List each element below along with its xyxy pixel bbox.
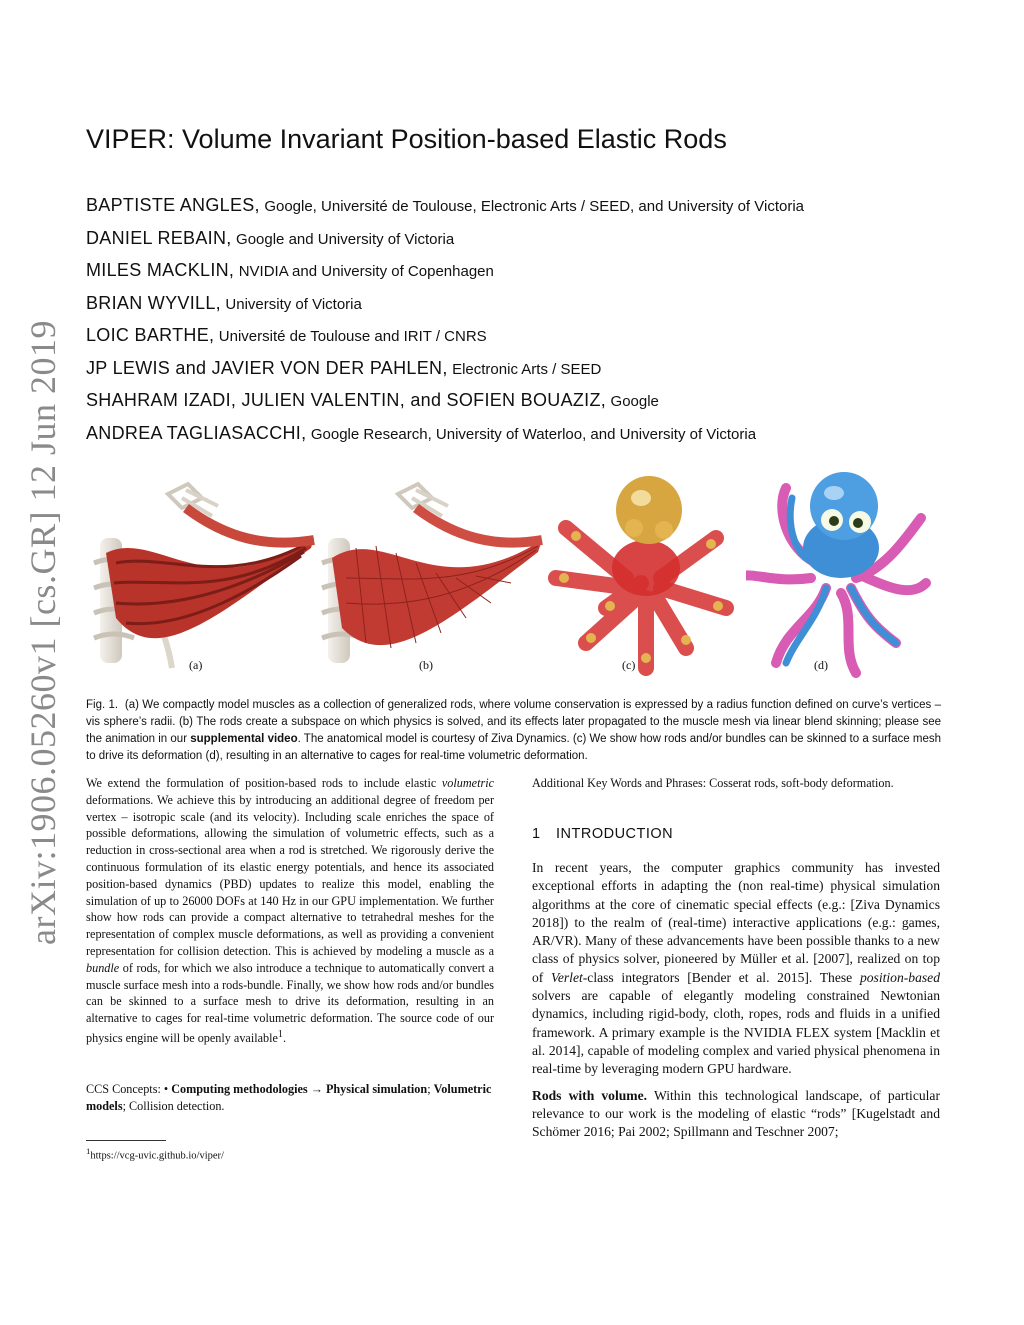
- caption-text-end: . The anatomical model is courtesy of Ziva Dynamics. (c) We show how rods and/or bundles can be skinned to a surface mesh to drive its deformation (d), resulting in an alternative to cages for real-time volumetric deformation.: [86, 733, 941, 762]
- intro-text: solvers are capable of elegantly modeling constrained Newtonian dynamics, including rigid-body, cloth, ropes, rods and fluids in a unified framework. A primary example is the NVIDIA FLEX system [Macklin et al. 2014], capable of modeling complex and varied physical phenomena in real-time by leveraging modern GPU hardware.: [532, 988, 940, 1077]
- author-line: [86, 195, 966, 228]
- author-affiliation: Electronic Arts / SEED: [452, 360, 602, 378]
- author-names: SHAHRAM IZADI, JULIEN VALENTIN, and SOFIEN BOUAZIZ,: [86, 390, 607, 410]
- arxiv-identifier-text: arXiv:1906.05260v1 [cs.GR] 12 Jun 2019: [23, 320, 63, 945]
- author-affiliation: NVIDIA and University of Copenhagen: [238, 263, 494, 280]
- footnote-rule: [86, 1140, 166, 1141]
- ccs-concepts: [86, 1081, 494, 1115]
- panel-label-a: (a): [189, 658, 203, 672]
- author-names: BRIAN WYVILL,: [86, 292, 221, 313]
- footnote-number: 1: [86, 1146, 91, 1156]
- octopus-mesh: [746, 472, 926, 673]
- abstract-text: deformations. We achieve this by introducing an additional degree of freedom per vertex – isotropic scale (and its velocity). Including scale enriches the space of possible deformations, allowing the simulation of volumetric effects, such as a reduction in cross-sectional area when a rod is stretched. We rigorously derive the continuous formulation of its elastic energy potentials, and hence its associated position-based dynamics (PBD) updates to realize this model, enabling the simulation of up to 26000 DOFs at 140 Hz in our GPU implementation. We further show how rods can provide a compact alternative to tetrahedral meshes for the representation of complex muscle deformations, as well as providing a convenient representation for collision detection. This is achieved by modeling a muscle as a: [86, 792, 494, 958]
- ccs-label: CCS Concepts: •: [86, 1082, 169, 1096]
- author-names: DANIEL REBAIN,: [86, 227, 232, 248]
- author-line: [86, 325, 966, 358]
- author-affiliation: Google: [610, 393, 659, 410]
- section-title: INTRODUCTION: [556, 826, 674, 842]
- muscle-rods: [106, 508, 314, 638]
- panel-label-b: (b): [419, 658, 433, 672]
- author-names: BAPTISTE ANGLES,: [86, 195, 260, 215]
- footnote-marker: 1: [277, 1028, 283, 1040]
- paper-title: VIPER: Volume Invariant Position-based Elastic Rods: [86, 124, 727, 154]
- paragraph-heading: Rods with volume.: [532, 1087, 648, 1103]
- section-heading: [532, 826, 673, 842]
- caption-text: (a) We compactly model muscles as a collection of generalized rods, where volume conservation is expressed by a radius function defined on curve’s vertices – vis sphere’s radii. (b) The rods create a subspace on which physics is solved, and its effects later propagated to the muscle mesh via linear blend skinning; please see the animation in our: [86, 699, 941, 745]
- intro-text: In recent years, the computer graphics community has invested exceptional efforts in adapting the (non real-time) physical simulation algorithms at the core of cinematic special effects (e.g.: [Ziva Dynamics 2018]) to the realm of (real-time) interactive applications (e.g.: games, AR/VR). Many of these advancements have been possible thanks to a new class of physics solver, pioneered by Müller et al. [2007], realized on top of: [532, 860, 940, 985]
- abstract: [86, 775, 494, 1047]
- intro-text: Within this technological landscape, of particular relevance to our work is the modeling of elastic “rods” [Kugelstadt and Schömer 2016; Pai 2002; Spillmann and Teschner 2007;: [532, 1087, 940, 1140]
- author-affiliation: Google, Université de Toulouse, Electronic Arts / SEED, and University of Victoria: [264, 198, 805, 215]
- ccs-separator: ;: [427, 1082, 431, 1096]
- author-names: JP LEWIS and JAVIER VON DER PAHLEN,: [86, 357, 448, 378]
- abstract-italic: bundle: [86, 960, 120, 975]
- author-line: [86, 423, 966, 456]
- figure-panel-d: [746, 468, 946, 678]
- author-affiliation: University of Victoria: [225, 295, 362, 313]
- ccs-term: Physical simulation: [325, 1082, 428, 1096]
- author-line: [86, 390, 966, 423]
- panel-label-d: (d): [814, 658, 828, 672]
- abstract-text: We extend the formulation of position-based rods to include elastic: [86, 776, 437, 790]
- author-names: MILES MACKLIN,: [86, 260, 235, 280]
- author-affiliation: Google Research, University of Waterloo, and University of Victoria: [310, 425, 757, 443]
- teaser-figure: [86, 468, 946, 678]
- ccs-term: Volumetric models: [86, 1082, 492, 1113]
- caption-lead: Fig. 1.: [86, 699, 119, 711]
- paragraph: [532, 859, 940, 1079]
- figure-panel-c: [546, 468, 746, 678]
- author-line: [86, 228, 966, 261]
- introduction-body: [532, 859, 940, 1149]
- figure-caption: [86, 697, 941, 765]
- author-names: LOIC BARTHE,: [86, 325, 215, 345]
- keywords: Additional Key Words and Phrases: Cosserat rods, soft-body deformation.: [532, 776, 894, 790]
- abstract-text: of rods, for which we also introduce a technique to automatically convert a muscle surface mesh into a rods-bundle. Finally, we show how rods and/or bundles can be skinned to a surface mesh to drive its deformation, resulting in an alternative to cages for real-time volumetric deformation. The source code of our physics engine will be openly available: [86, 960, 494, 1046]
- author-affiliation: Université de Toulouse and IRIT / CNRS: [218, 328, 487, 345]
- intro-italic: Verlet: [551, 969, 583, 985]
- author-affiliation: Google and University of Victoria: [236, 230, 455, 248]
- section-number: 1: [532, 826, 541, 842]
- author-line: [86, 293, 966, 326]
- octopus-rods: [556, 476, 726, 668]
- author-line: [86, 358, 966, 391]
- ccs-term: Computing methodologies: [171, 1082, 308, 1096]
- panel-label-c: (c): [622, 658, 636, 672]
- author-names: ANDREA TAGLIASACCHI,: [86, 422, 307, 443]
- ccs-arrow: →: [310, 1082, 323, 1096]
- author-line: [86, 260, 966, 293]
- figure-panel-a: [86, 468, 316, 678]
- ccs-rest: ; Collision detection.: [122, 1098, 225, 1113]
- paragraph: [532, 1087, 940, 1142]
- author-list: [86, 195, 966, 455]
- intro-italic: position-based: [859, 969, 940, 985]
- footnote: [86, 1146, 224, 1162]
- footnote-url[interactable]: https://vcg-uvic.github.io/viper/: [90, 1150, 224, 1162]
- intro-text: -class integrators [Bender et al. 2015]. These: [582, 969, 853, 985]
- caption-bold: supplemental video: [190, 733, 298, 745]
- muscle-mesh: [332, 508, 542, 648]
- abstract-italic: volumetric: [441, 776, 495, 790]
- figure-panel-b: [316, 468, 546, 678]
- abstract-end: .: [282, 1031, 287, 1046]
